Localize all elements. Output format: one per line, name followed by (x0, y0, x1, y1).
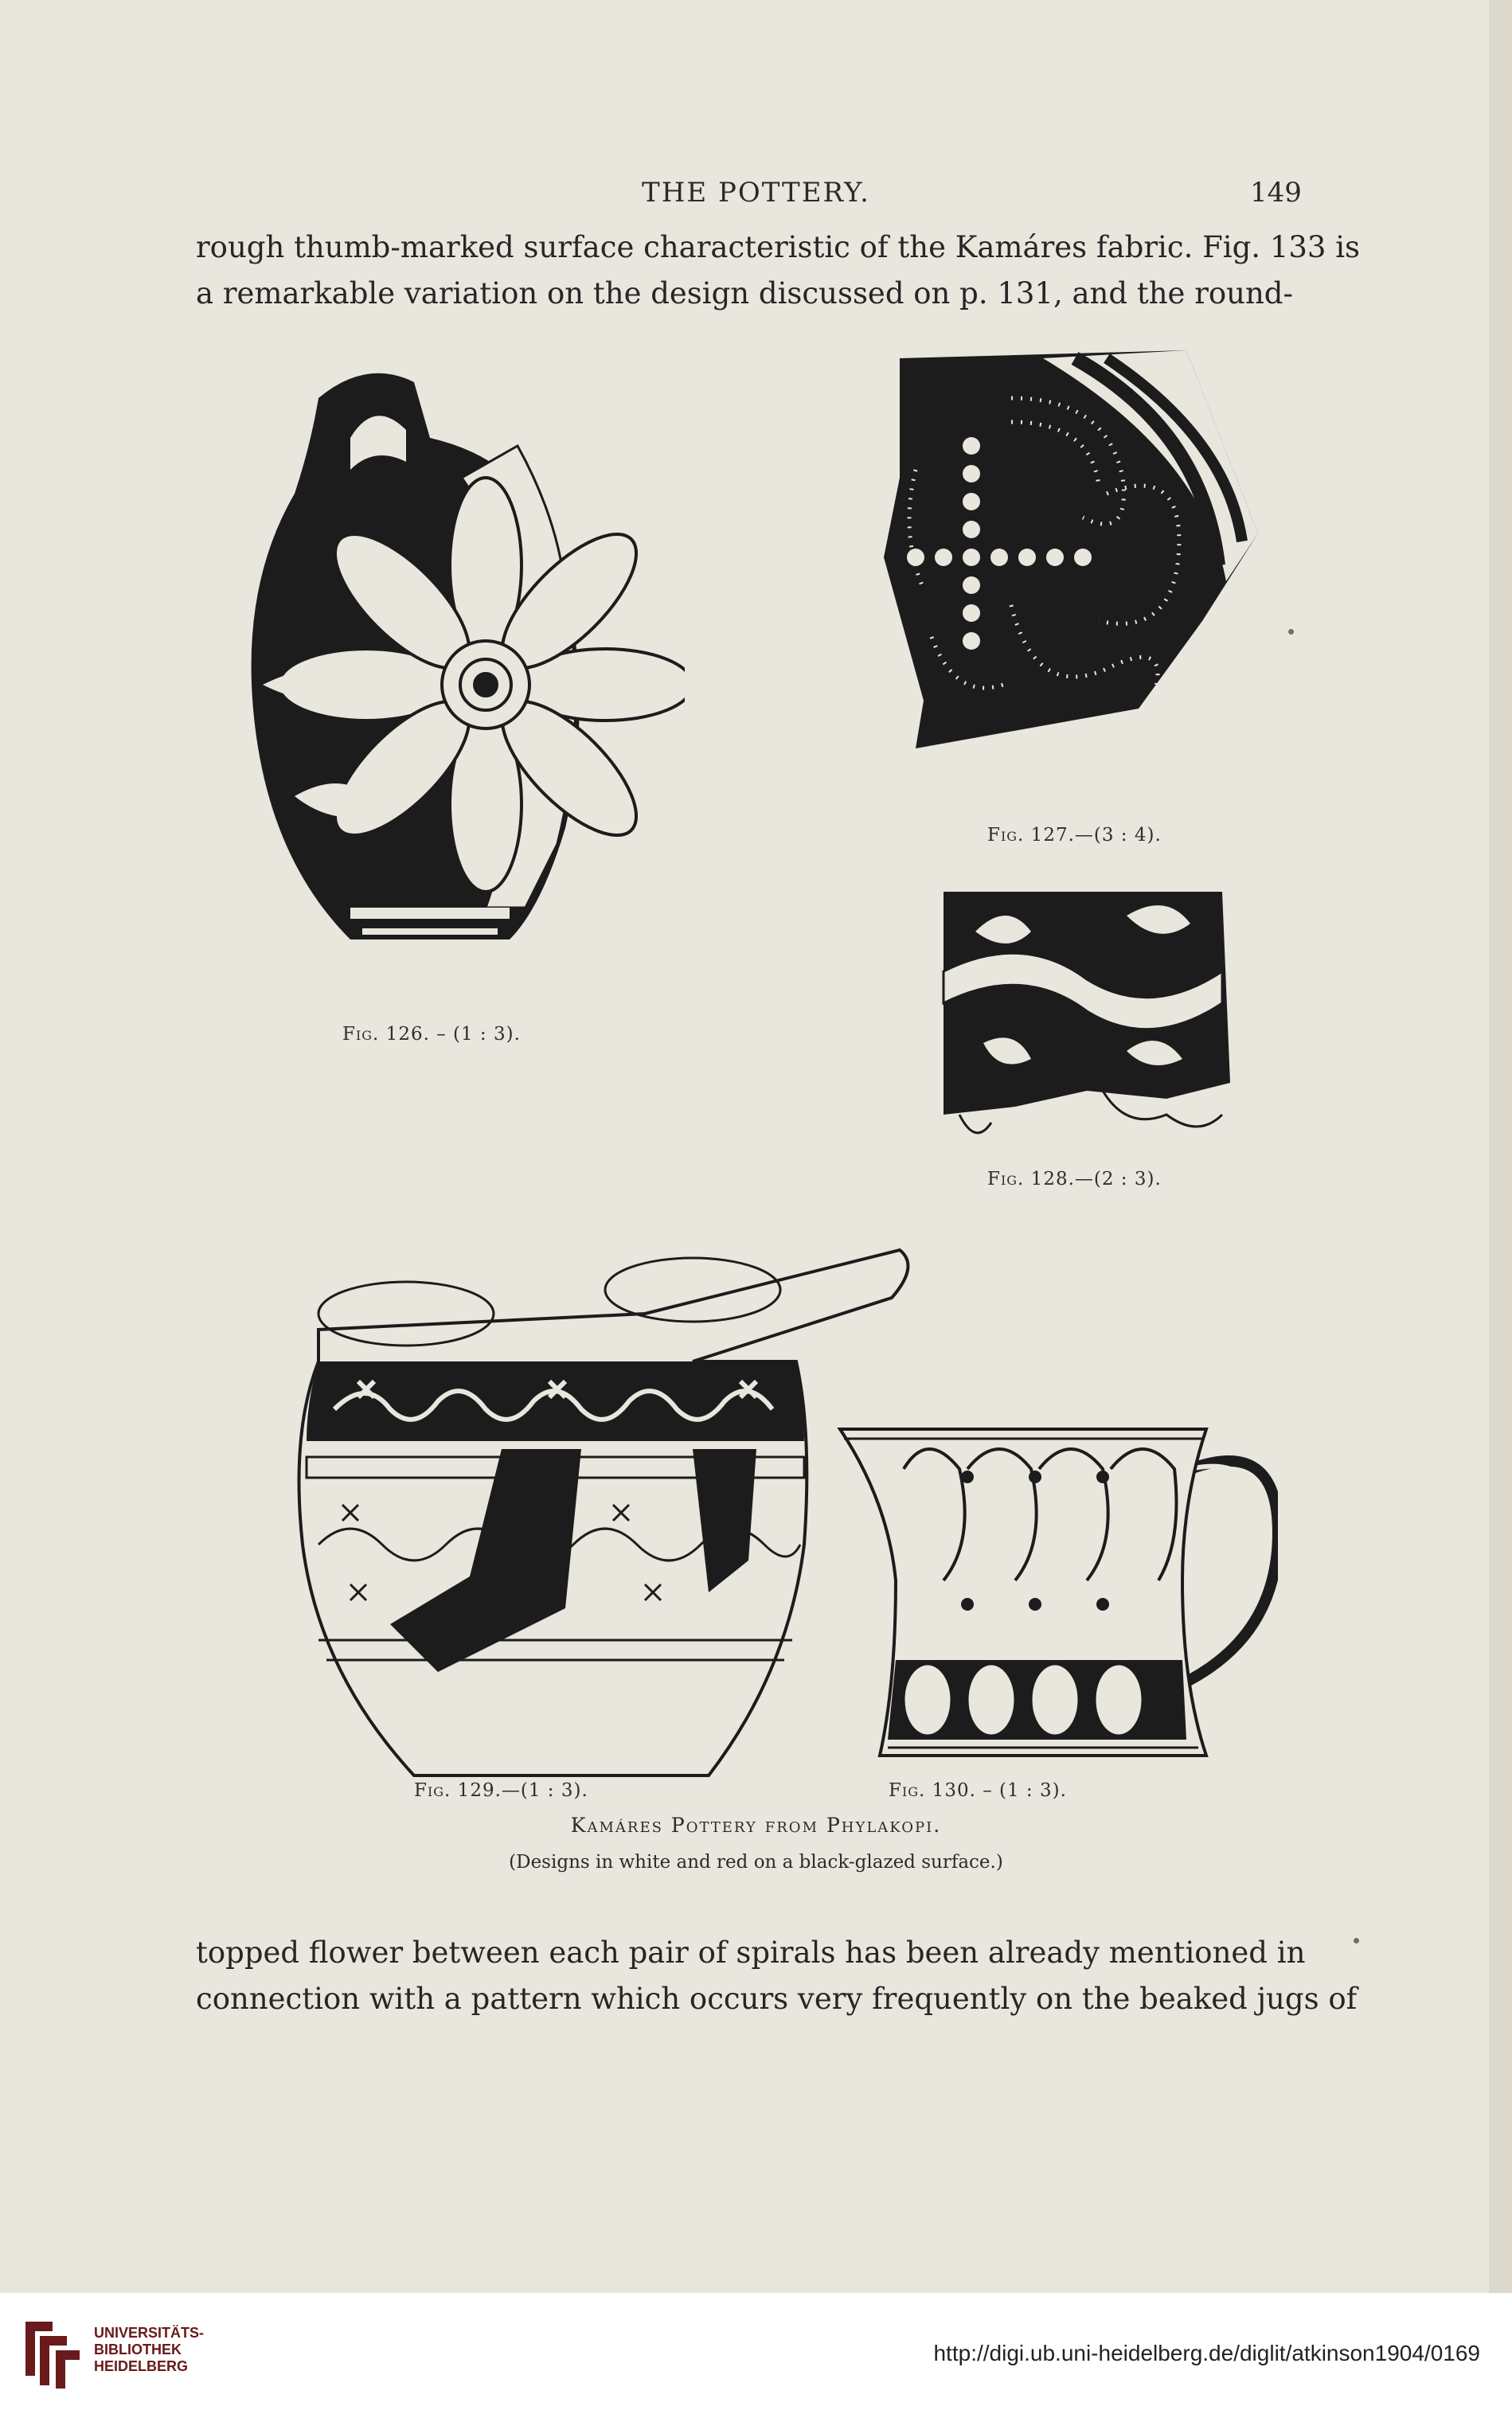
plate-title: Kamáres Pottery from Phylakopi. (570, 1814, 942, 1837)
library-name-line: HEIDELBERG (94, 2358, 189, 2374)
figure-127-sherd (868, 350, 1266, 780)
text-line: connection with a pattern which occurs very frequently on the beaked jugs of (196, 1982, 1358, 2016)
text-line: topped flower between each pair of spirals has been already mentioned in (196, 1935, 1306, 1970)
text-line: rough thumb-marked surface characteristic of the Kamáres fabric. Fig. 133 is (196, 230, 1361, 264)
plate-subtitle: (Designs in white and red on a black-glazed surface.) (509, 1852, 1003, 1873)
caption-fig-128: Fig. 128.—(2 : 3). (987, 1169, 1162, 1189)
body-text-bottom (196, 1930, 1358, 2022)
figure-128-sherd (928, 884, 1246, 1146)
figure-130-cup (832, 1421, 1278, 1771)
library-name-line: UNIVERSITÄTS- (94, 2325, 205, 2341)
page-edge (1489, 0, 1512, 2293)
source-url-link[interactable]: http://digi.ub.uni-heidelberg.de/diglit/atkinson1904/0169 (933, 2341, 1480, 2365)
figure-129-spouted-bowl (199, 1226, 916, 1799)
caption-fig-130: Fig. 130. – (1 : 3). (889, 1780, 1067, 1801)
body-text-top (196, 225, 1361, 317)
caption-fig-129: Fig. 129.—(1 : 3). (414, 1780, 588, 1801)
library-name (94, 2325, 204, 2375)
running-head: THE POTTERY. (642, 177, 870, 209)
text-line: a remarkable variation on the design discussed on p. 131, and the round- (196, 276, 1293, 311)
caption-fig-126: Fig. 126. – (1 : 3). (342, 1024, 521, 1045)
library-name-line: BIBLIOTHEK (94, 2342, 182, 2357)
paper-speck (1354, 1938, 1359, 1943)
figure-126-jug (223, 350, 685, 1019)
page-number: 149 (1250, 177, 1302, 209)
paper-speck (1288, 629, 1294, 635)
caption-fig-127: Fig. 127.—(3 : 4). (987, 825, 1162, 846)
library-footer (0, 2293, 1512, 2414)
library-logo-icon[interactable] (18, 2315, 84, 2392)
